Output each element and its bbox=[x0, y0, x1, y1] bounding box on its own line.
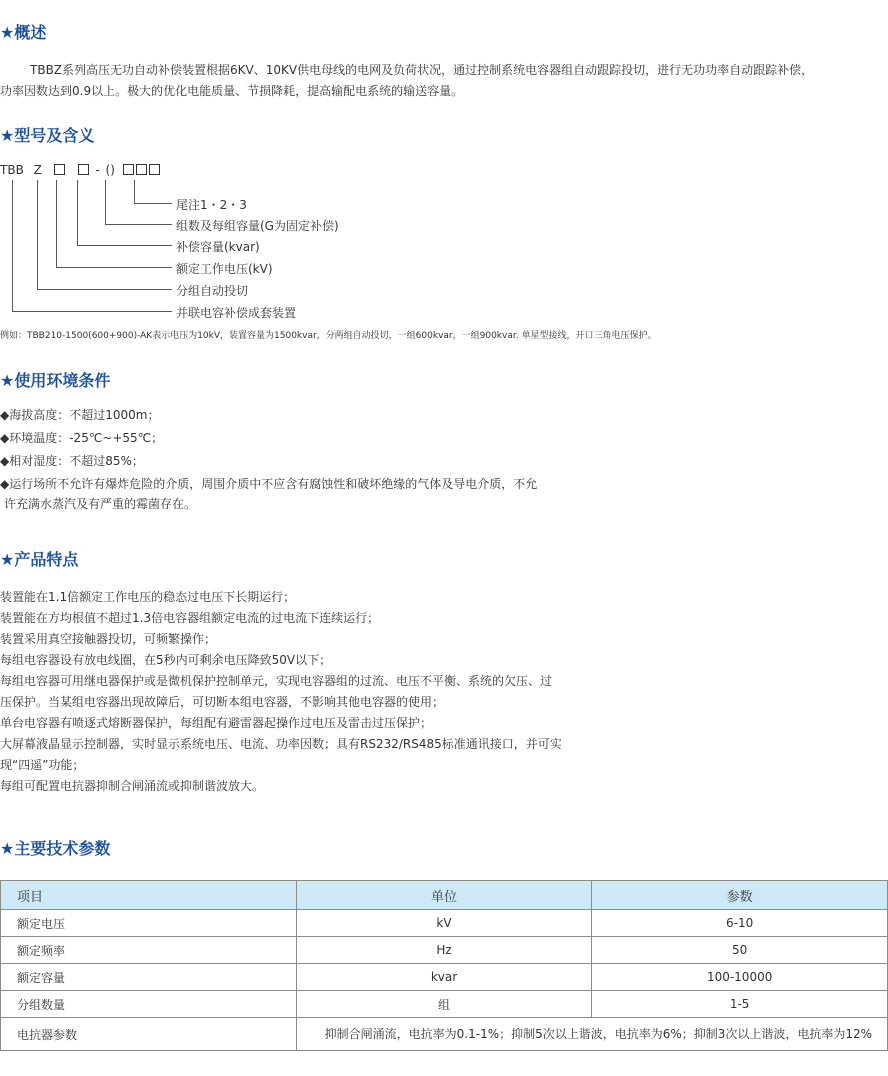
model-code-z: Z bbox=[33, 163, 42, 177]
model-label-switching: 分组自动投切 bbox=[176, 284, 249, 298]
model-box-note-2 bbox=[136, 164, 147, 175]
table-cell: 100-10000 bbox=[592, 964, 888, 991]
model-code-dash: - bbox=[95, 163, 100, 177]
specs-col-item: 项目 bbox=[1, 881, 297, 910]
model-label-voltage: 额定工作电压(kV) bbox=[176, 262, 273, 276]
table-cell: kV bbox=[296, 910, 592, 937]
leader-horizontal-1 bbox=[134, 203, 172, 204]
feature-line-5: 每组电容器可用继电器保护或是微机保护控制单元，实现电容器组的过流、电压不平衡、系统的欠压、过 bbox=[0, 674, 553, 688]
specs-col-value: 参数 bbox=[592, 881, 888, 910]
environment-item-medium-cont: 许充满水蒸汽及有严重的霉菌存在。 bbox=[4, 497, 197, 511]
leader-vertical-1 bbox=[134, 180, 135, 204]
environment-item-temperature: ◆环境温度：-25℃~+55℃； bbox=[0, 431, 164, 445]
table-cell: 额定频率 bbox=[1, 937, 297, 964]
feature-line-8: 大屏幕液晶显示控制器，实时显示系统电压、电流、功率因数；具有RS232/RS485标准通讯接口，并可实 bbox=[0, 737, 562, 751]
feature-line-2: 装置能在方均根值不超过1.3倍电容器组额定电流的过电流下连续运行； bbox=[0, 611, 380, 625]
table-row bbox=[1, 991, 888, 1018]
environment-item-altitude: ◆海拔高度：不超过1000m； bbox=[0, 408, 160, 422]
feature-line-1: 装置能在1.1倍额定工作电压的稳态过电压下长期运行； bbox=[0, 590, 296, 604]
table-row bbox=[1, 910, 888, 937]
model-code bbox=[0, 163, 161, 177]
leader-horizontal-5 bbox=[37, 289, 172, 290]
leader-vertical-6 bbox=[12, 180, 13, 312]
table-cell: 组 bbox=[296, 991, 592, 1018]
specs-heading: ★主要技术参数 bbox=[0, 839, 111, 858]
feature-line-9: 现“四遥”功能； bbox=[0, 758, 85, 772]
model-label-capacity: 补偿容量(kvar) bbox=[176, 240, 260, 254]
model-label-note: 尾注1・2・3 bbox=[176, 198, 247, 212]
specs-table bbox=[0, 880, 888, 1051]
table-cell: 额定电压 bbox=[1, 910, 297, 937]
table-row bbox=[1, 937, 888, 964]
feature-line-7: 单台电容器有喷逐式熔断器保护，每组配有避雷器起操作过电压及雷击过压保护； bbox=[0, 716, 433, 730]
leader-vertical-3 bbox=[77, 180, 78, 246]
overview-heading: ★概述 bbox=[0, 23, 47, 42]
overview-line-1: TBBZ系列高压无功自动补偿装置根据6KV、10KV供电母线的电网及负荷状况，通过控制系统电容器组自动跟踪投切，进行无功功率自动跟踪补偿， bbox=[30, 63, 814, 77]
table-cell: 分组数量 bbox=[1, 991, 297, 1018]
table-cell: 额定容量 bbox=[1, 964, 297, 991]
reactor-text: 抑制合闸涌流，电抗率为0.1-1%；抑制5次以上谐波，电抗率为6%；抑制3次以上谐波，电抗率为12% bbox=[296, 1018, 887, 1051]
specs-col-unit: 单位 bbox=[296, 881, 592, 910]
feature-line-6: 压保护。当某组电容器出现故障后，可切断本组电容器，不影响其他电容器的使用； bbox=[0, 695, 445, 709]
environment-item-medium: ◆运行场所不允许有爆炸危险的介质，周围介质中不应含有腐蚀性和破坏绝缘的气体及导电介质，不允 bbox=[0, 477, 538, 491]
model-box-note-3 bbox=[149, 164, 160, 175]
leader-horizontal-2 bbox=[105, 224, 172, 225]
feature-line-4: 每组电容器设有放电线圈，在5秒内可剩余电压降致50V以下； bbox=[0, 653, 332, 667]
table-cell: Hz bbox=[296, 937, 592, 964]
reactor-label: 电抗器参数 bbox=[1, 1018, 297, 1051]
environment-item-humidity: ◆相对湿度：不超过85%； bbox=[0, 454, 144, 468]
model-label-device: 并联电容补偿成套装置 bbox=[176, 306, 297, 320]
leader-horizontal-6 bbox=[12, 311, 172, 312]
table-cell: 1-5 bbox=[592, 991, 888, 1018]
model-heading: ★型号及含义 bbox=[0, 126, 95, 145]
features-heading: ★产品特点 bbox=[0, 550, 79, 569]
table-cell: kvar bbox=[296, 964, 592, 991]
feature-line-3: 装置采用真空接触器投切，可频繁操作； bbox=[0, 632, 217, 646]
model-box-capacity bbox=[78, 164, 89, 175]
table-cell: 50 bbox=[592, 937, 888, 964]
leader-vertical-5 bbox=[37, 180, 38, 290]
leader-horizontal-3 bbox=[77, 245, 172, 246]
leader-vertical-4 bbox=[56, 180, 57, 268]
table-row-reactor bbox=[1, 1018, 888, 1051]
table-cell: 6-10 bbox=[592, 910, 888, 937]
environment-heading: ★使用环境条件 bbox=[0, 371, 111, 390]
leader-vertical-2 bbox=[105, 180, 106, 225]
model-box-note-1 bbox=[123, 164, 134, 175]
leader-horizontal-4 bbox=[56, 267, 172, 268]
overview-line-2: 功率因数达到0.9以上。极大的优化电能质量、节损降耗，提高输配电系统的输送容量。 bbox=[0, 84, 464, 98]
feature-line-10: 每组可配置电抗器抑制合闸涌流或抑制谐波放大。 bbox=[0, 779, 265, 793]
specs-header-row bbox=[1, 881, 888, 910]
model-box-voltage bbox=[54, 164, 65, 175]
model-code-prefix: TBB bbox=[0, 163, 24, 177]
model-label-groups: 组数及每组容量(G为固定补偿) bbox=[176, 219, 339, 233]
model-code-paren: () bbox=[105, 163, 115, 177]
model-example: 例如：TBB210-1500(600+900)-AK表示电压为10kV，装置容量为1500kvar，分两组自动投切，一组600kvar，一组900kvar. 单星型接线，开口三角电压保护。 bbox=[0, 331, 657, 341]
table-row bbox=[1, 964, 888, 991]
